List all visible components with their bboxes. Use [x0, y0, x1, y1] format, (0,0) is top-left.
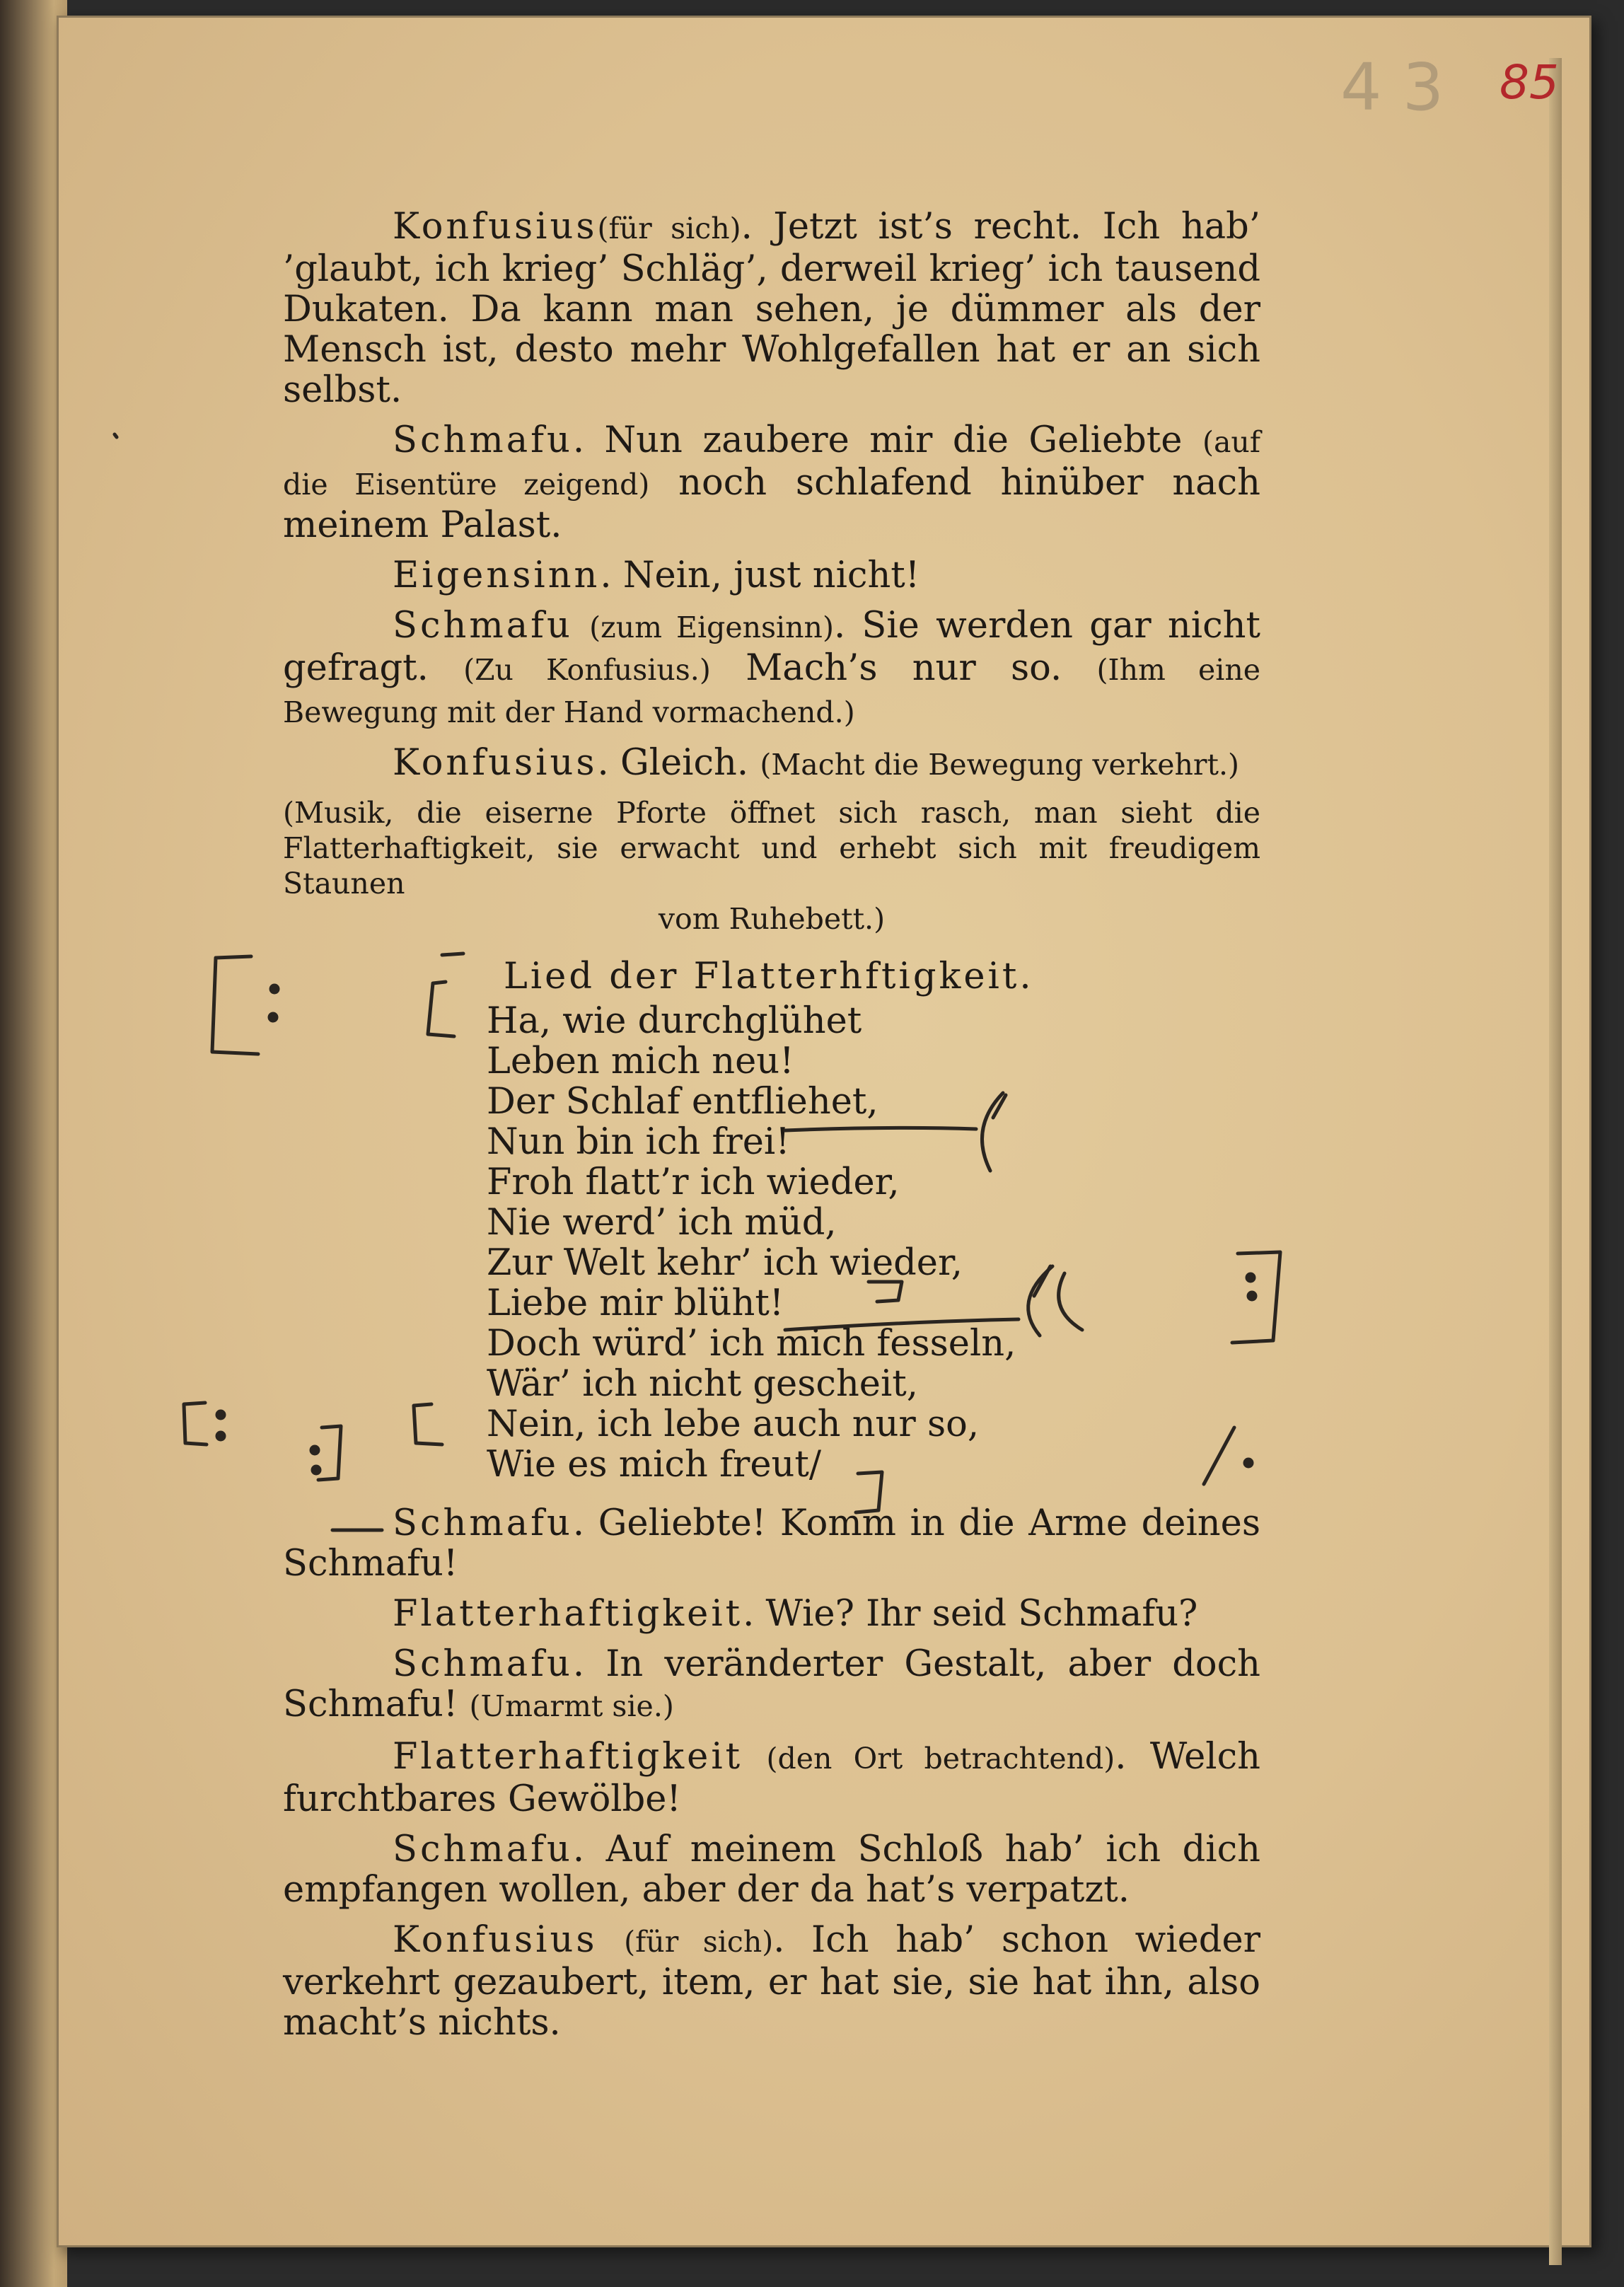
song-line: Ha, wie durchglühet	[487, 1000, 862, 1042]
pencil-page-number-mark: 4 3	[1340, 50, 1444, 125]
stage-direction-inline: (für sich)	[597, 212, 741, 245]
song-line: Leben mich neu!	[487, 1041, 794, 1082]
song-line: Froh flatt’r ich wieder,	[487, 1162, 900, 1203]
speaker-name: Eigensinn	[393, 555, 601, 596]
dialogue-text: . Wie? Ihr seid Schmafu?	[743, 1593, 1198, 1635]
dialogue-paragraph	[283, 1920, 1260, 2043]
speaker-name: Flatterhaftigkeit	[393, 1736, 743, 1778]
dialogue-paragraph	[283, 1644, 1260, 1727]
song-line: Nun bin ich frei!	[487, 1121, 790, 1163]
dialogue-paragraph	[283, 606, 1260, 733]
page-number: 85	[1500, 55, 1559, 110]
stage-direction-inline: (Umarmt sie.)	[469, 1689, 674, 1723]
stage-direction-inline: (Ihm eine Bewegung mit der Hand vormachend.)	[283, 653, 1261, 729]
stage-direction-inline: (Macht die Bewegung verkehrt.)	[760, 748, 1240, 782]
dialogue-text: . Nein, just nicht!	[600, 555, 920, 596]
speaker-name: Schmafu	[393, 419, 573, 461]
stage-direction-inline: (Zu Konfusius.)	[463, 653, 711, 687]
dialogue-text: noch schlafend hinüber nach meinem Palast.	[283, 462, 1260, 546]
dialogue-text	[573, 605, 589, 647]
dialogue-text: . Nun zaubere mir die Geliebte	[572, 419, 1202, 461]
speaker-name: Flatterhaftigkeit	[393, 1593, 743, 1635]
song-title: Lied der Flatterhftigkeit.	[504, 956, 1034, 997]
dialogue-paragraph	[283, 207, 1260, 410]
stage-direction-text: (Musik, die eiserne Pforte öffnet sich rasch, man sieht die Flatterhaftigkeit, sie erwacht und erhebt sich mit freudigem Staunen	[283, 796, 1260, 901]
stage-direction-inline: (für sich)	[624, 1925, 774, 1959]
stage-direction-end: vom Ruhebett.)	[658, 902, 886, 936]
dialogue-paragraph	[283, 1737, 1260, 1819]
dialogue-text: . Welch furchtbares Gewölbe!	[283, 1736, 1261, 1820]
speaker-name: Schmafu	[393, 605, 573, 647]
speaker-name: Konfusius	[393, 1919, 598, 1961]
song-line: Nie werd’ ich müd,	[487, 1202, 837, 1244]
dialogue-paragraph	[283, 420, 1260, 545]
speaker-name: Schmafu	[393, 1503, 573, 1544]
speaker-name: Konfusius	[393, 206, 598, 248]
dialogue-text: . Sie werden gar nicht gefragt.	[283, 605, 1260, 689]
dialogue-paragraph	[283, 555, 1260, 596]
speaker-name: Schmafu	[393, 1643, 573, 1685]
song-line: Nein, ich lebe auch nur so,	[487, 1403, 980, 1445]
song-line: Der Schlaf entfliehet,	[487, 1081, 878, 1123]
stage-direction-inline: (auf die Eisentüre zeigend)	[283, 425, 1260, 502]
song-line: Zur Welt kehr’ ich wieder,	[487, 1242, 963, 1284]
dialogue-text: . Auf meinem Schloß hab’ ich dich empfangen wollen, aber der da hat’s verpatzt.	[283, 1829, 1260, 1911]
speaker-name: Schmafu	[393, 1829, 573, 1870]
stage-direction	[283, 795, 1260, 937]
dialogue-paragraph	[283, 1503, 1260, 1584]
dialogue-text: . Jetzt ist’s recht. Ich hab’ ’glaubt, ich krieg’ Schläg’, derweil krieg’ ich tausend Dukaten. Da kann man sehen, je dümmer als der Mensch ist, desto mehr Wohlgefallen hat er an sich selbst.	[283, 206, 1260, 411]
song-line: Doch würd’ ich mich fesseln,	[487, 1323, 1016, 1365]
page-edges	[1549, 58, 1562, 2265]
dialogue-text: . In veränderter Gestalt, aber doch Schmafu!	[283, 1643, 1260, 1725]
dialogue-text: . Gleich.	[597, 742, 760, 784]
dialogue-before-song	[283, 207, 1260, 785]
dialogue-text	[743, 1736, 766, 1778]
speaker-name: Konfusius	[393, 742, 598, 784]
dialogue-paragraph	[283, 1829, 1260, 1910]
song-verses	[487, 1001, 1260, 1485]
dialogue-text: . Geliebte! Komm in die Arme deines Schmafu!	[283, 1503, 1260, 1585]
song-line: Liebe mir blüht!	[487, 1283, 784, 1324]
dialogue-text: . Ich hab’ schon wieder verkehrt gezaubert, item, er hat sie, sie hat ihn, also macht’s nichts.	[283, 1919, 1261, 2044]
dialogue-paragraph	[283, 1594, 1260, 1634]
stage-direction-inline: (zum Eigensinn)	[589, 610, 834, 644]
stage-direction-inline: (den Ort betrachtend)	[766, 1742, 1115, 1776]
song-line: Wie es mich freut/	[487, 1444, 822, 1486]
song-line: Wär’ ich nicht gescheit,	[487, 1363, 919, 1405]
dialogue-paragraph	[283, 743, 1260, 785]
dialogue-text	[598, 1919, 625, 1961]
dialogue-text: Mach’s nur so.	[710, 647, 1097, 689]
page-text	[283, 207, 1260, 2053]
dialogue-after-song	[283, 1503, 1260, 2043]
